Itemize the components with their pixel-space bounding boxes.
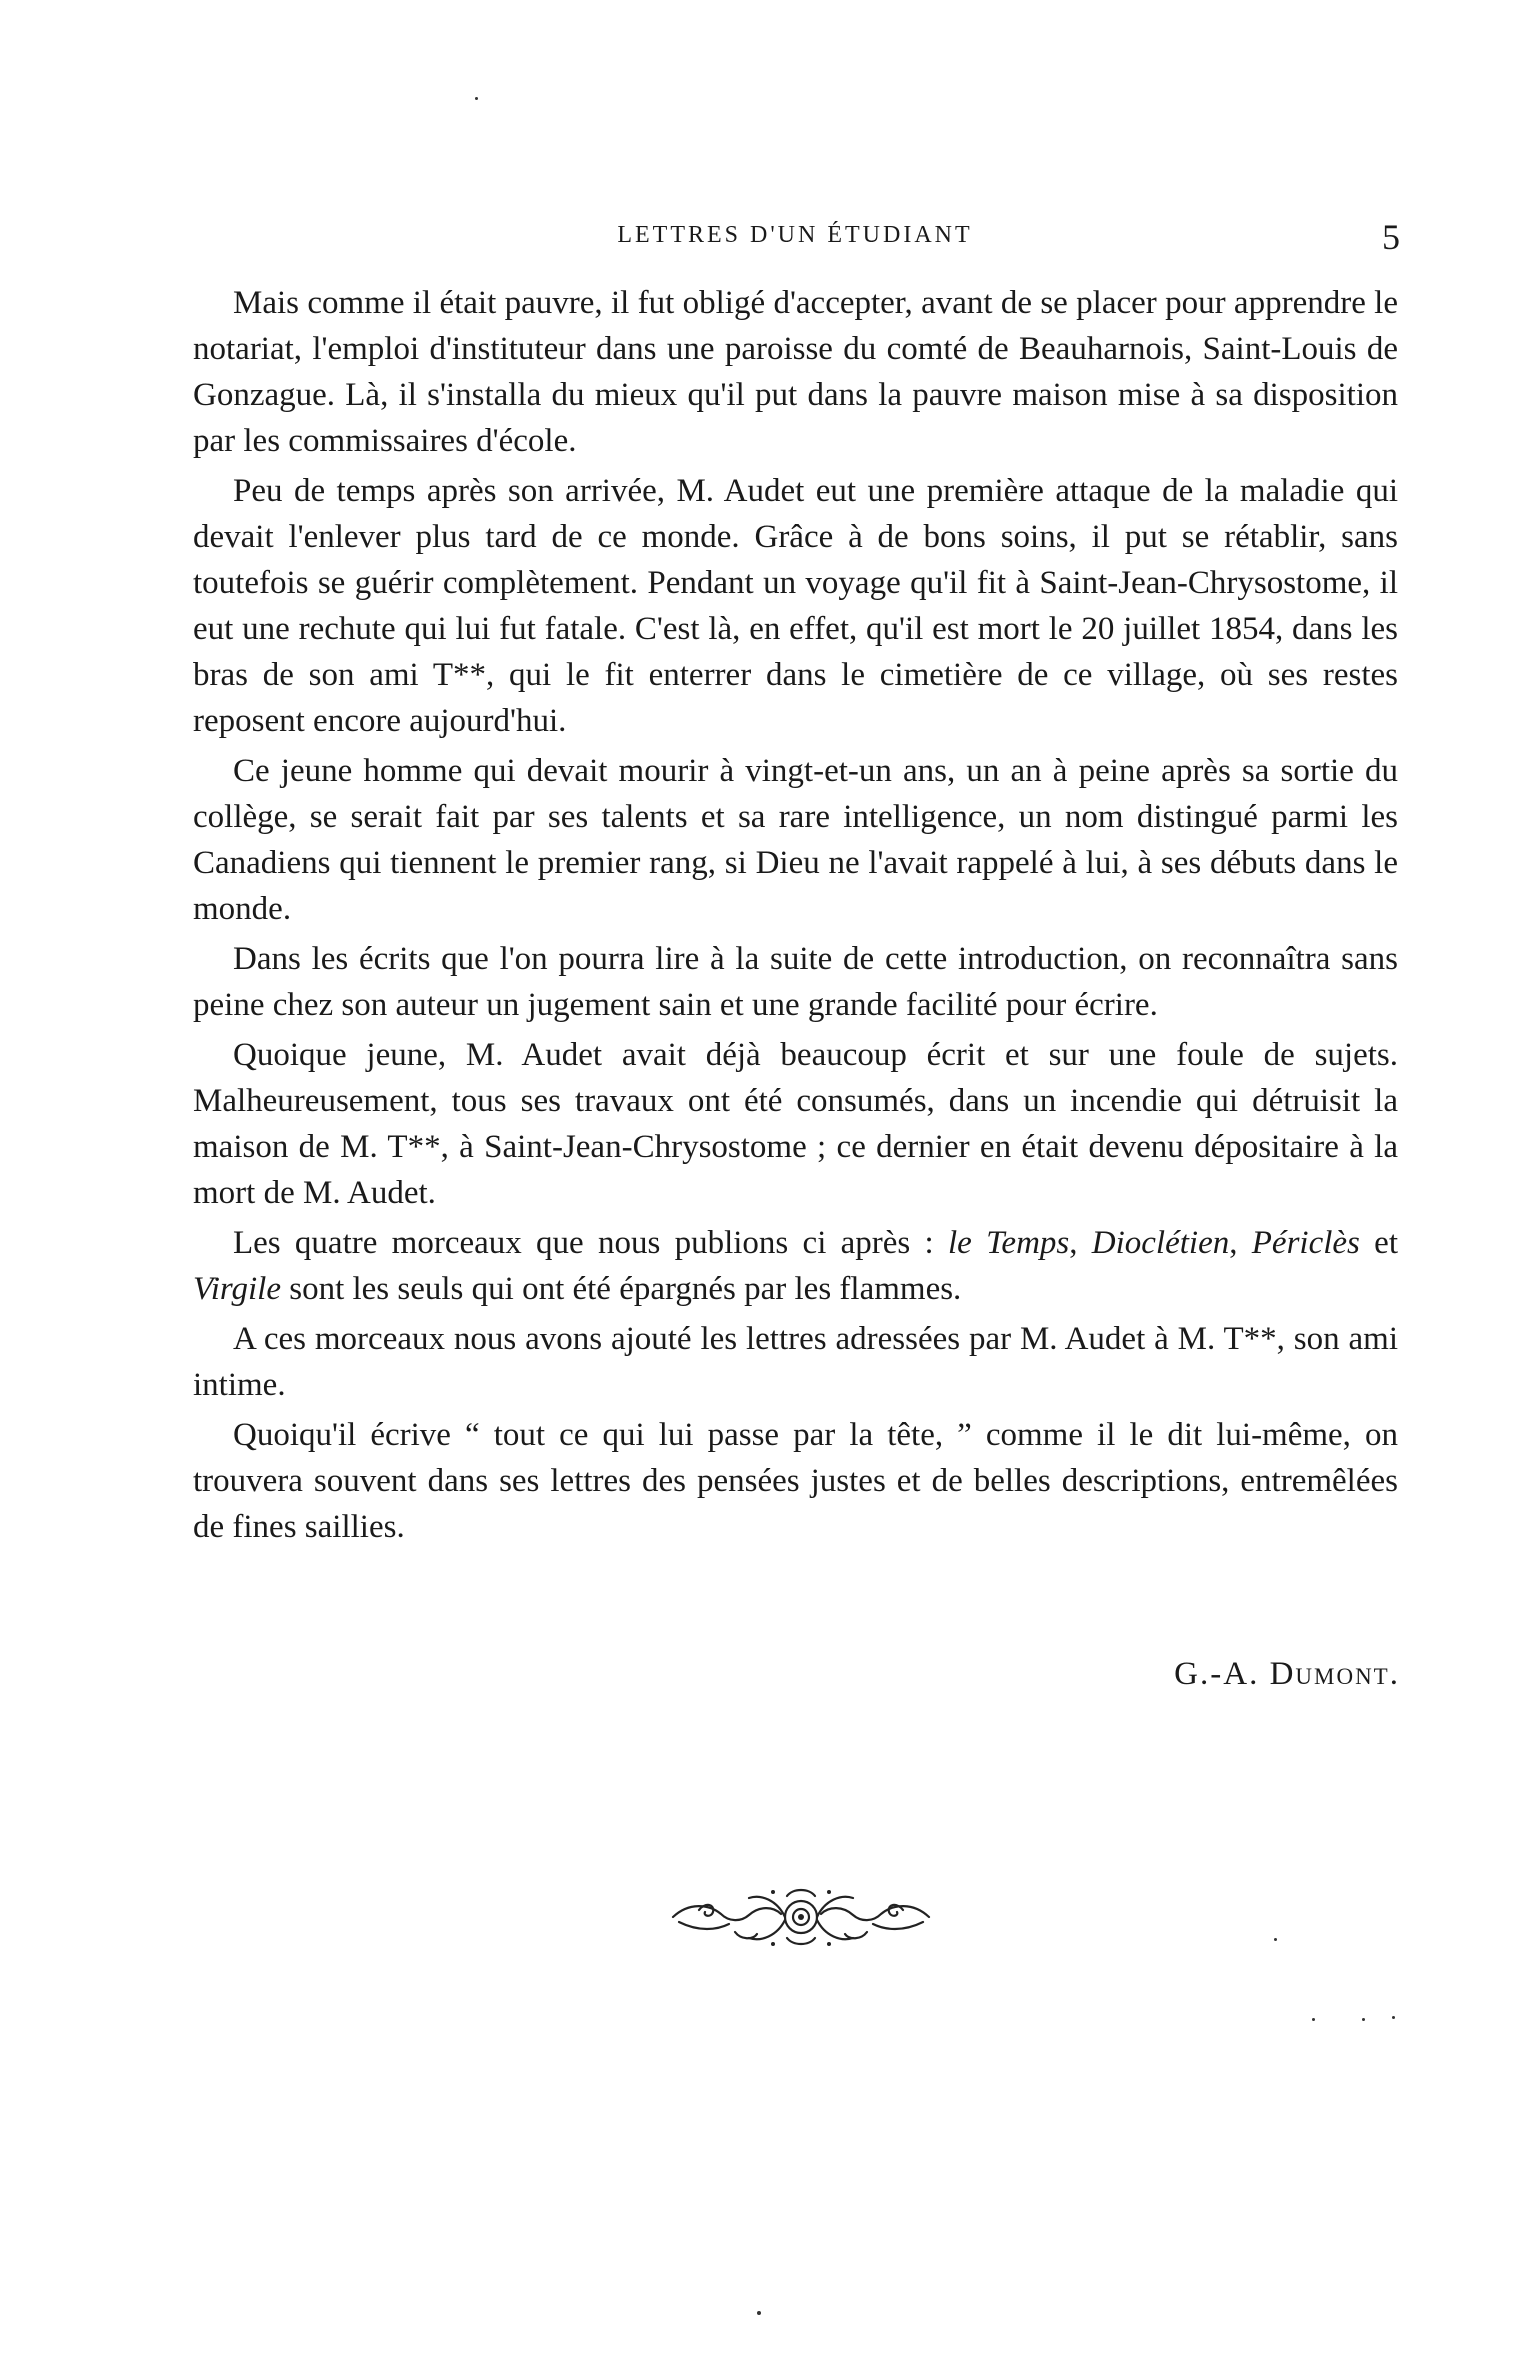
paragraph-4: Dans les écrits que l'on pourra lire à la suite de cette introduction, on reconnaîtra sans peine chez son auteur un jugement sain et une grande facilité pour écrire. xyxy=(193,941,1398,1023)
paragraph-1: Mais comme il était pauvre, il fut obligé d'accepter, avant de se placer pour apprendre le notariat, l'emploi d'instituteur dans une paroisse du comté de Beauharnois, Saint-Louis de Gonzague. Là, il s'installa du mieux qu'il put dans la pauvre maison mise à sa disposition par les commissaires d'école. xyxy=(193,285,1398,459)
paper-speck xyxy=(1392,2016,1395,2019)
paper-speck xyxy=(1274,1938,1277,1941)
paragraph-7: A ces morceaux nous avons ajouté les lettres adressées par M. Audet à M. T**, son ami intime. xyxy=(193,1321,1398,1403)
works-separator: et xyxy=(1359,1225,1398,1261)
body-text xyxy=(193,280,1398,1554)
paragraph-8: Quoiqu'il écrive “ tout ce qui lui passe par la tête, ” comme il le dit lui-même, on trouvera souvent dans ses lettres des pensées justes et de belles descriptions, entremêlées de fines saillies. xyxy=(193,1417,1398,1545)
works-separator: , xyxy=(1229,1225,1252,1261)
paragraph-6 xyxy=(193,1220,1398,1312)
work-title-pericles: Périclès xyxy=(1251,1225,1360,1261)
paragraph-3: Ce jeune homme qui devait mourir à vingt-et-un ans, un an à peine après sa sortie du collège, se serait fait par ses talents et sa rare intelligence, un nom distingué parmi les Canadiens qui tiennent le premier rang, si Dieu ne l'avait rappelé à lui, à ses débuts dans le monde. xyxy=(193,753,1398,927)
paper-speck xyxy=(757,2311,761,2315)
works-outro: sont les seuls qui ont été épargnés par les flammes. xyxy=(280,1271,962,1307)
author-signature: G.-A. Dumont. xyxy=(1174,1656,1400,1692)
decorative-ornament-icon xyxy=(669,1882,933,1952)
running-title: LETTRES D'UN ÉTUDIANT xyxy=(617,222,973,248)
paper-speck xyxy=(1312,2018,1315,2021)
paragraph-2: Peu de temps après son arrivée, M. Audet eut une première attaque de la maladie qui devait l'enlever plus tard de ce monde. Grâce à de bons soins, il put se rétablir, sans toutefois se guérir complètement. Pendant un voyage qu'il fit à Saint-Jean-Chrysostome, il eut une rechute qui lui fut fatale. C'est là, en effet, qu'il est mort le 20 juillet 1854, dans les bras de son ami T**, qui le fit enterrer dans le cimetière de ce village, où ses restes reposent encore aujourd'hui. xyxy=(193,473,1398,739)
paper-speck xyxy=(1362,2018,1365,2021)
works-separator: , xyxy=(1069,1225,1092,1261)
page-number: 5 xyxy=(1382,217,1400,257)
works-intro: Les quatre morceaux que nous publions ci après : xyxy=(233,1225,948,1261)
work-title-le-temps: le Temps xyxy=(948,1225,1070,1261)
work-title-diocletien: Dioclétien xyxy=(1091,1225,1230,1261)
paper-speck xyxy=(475,97,478,100)
paragraph-5: Quoique jeune, M. Audet avait déjà beaucoup écrit et sur une foule de sujets. Malheureusement, tous ses travaux ont été consumés, dans un incendie qui détruisit la maison de M. T**, à Saint-Jean-Chrysostome ; ce dernier en était devenu dépositaire à la mort de M. Audet. xyxy=(193,1037,1398,1211)
work-title-virgile: Virgile xyxy=(193,1271,281,1307)
running-header xyxy=(190,216,1400,256)
